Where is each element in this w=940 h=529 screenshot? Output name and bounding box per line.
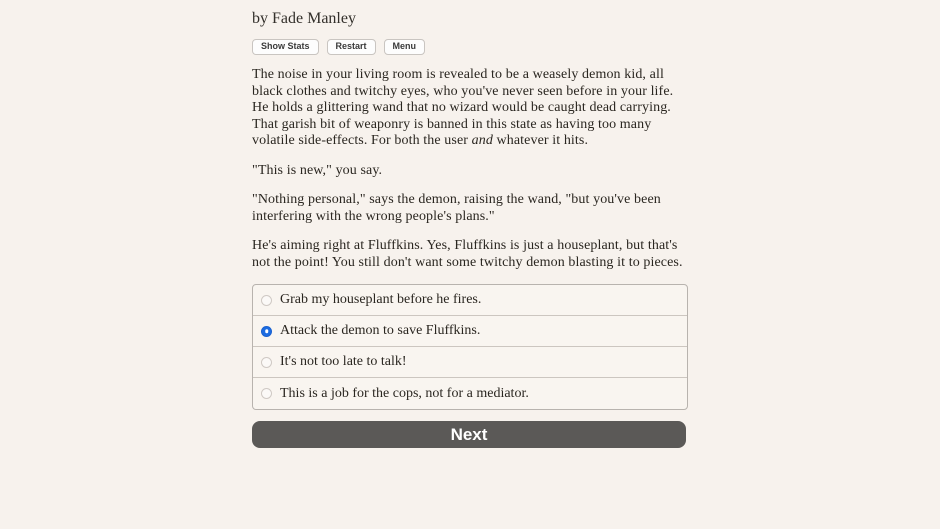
game-content <box>252 0 688 448</box>
story-paragraph-1-end: whatever it hits. <box>492 133 589 148</box>
choice-option-4[interactable] <box>253 378 687 409</box>
story-paragraph <box>252 67 688 150</box>
story-paragraph: "Nothing personal," says the demon, raising the wand, "but you've been interfering with the wrong people's plans." <box>252 192 661 224</box>
radio-button-icon[interactable] <box>261 357 272 368</box>
radio-button-icon[interactable] <box>261 388 272 399</box>
next-button[interactable]: Next <box>252 421 686 448</box>
author-byline: by Fade Manley <box>252 10 356 27</box>
choice-option-label: It's not too late to talk! <box>280 354 407 369</box>
story-text <box>252 67 688 271</box>
radio-button-icon[interactable] <box>261 295 272 306</box>
show-stats-button[interactable]: Show Stats <box>252 39 319 55</box>
radio-button-icon[interactable] <box>261 326 272 337</box>
choice-option-label: Attack the demon to save Fluffkins. <box>280 323 481 338</box>
menu-button[interactable]: Menu <box>384 39 426 55</box>
restart-button[interactable]: Restart <box>327 39 376 55</box>
choice-list <box>252 284 688 410</box>
story-paragraph-1-text: The noise in your living room is revealed to be a weasely demon kid, all black clothes and twitchy eyes, who you've never seen before in your life. He holds a glittering wand that no wizard would be caught dead carrying. That garish bit of weaponry is banned in this state as having too many volatile side-effects. For both the user <box>252 67 674 148</box>
choice-option-3[interactable] <box>253 347 687 378</box>
story-paragraph-1-italic: and <box>471 133 493 148</box>
story-paragraph: "This is new," you say. <box>252 162 383 178</box>
choice-option-label: Grab my houseplant before he fires. <box>280 292 482 307</box>
choice-option-1[interactable] <box>253 285 687 316</box>
story-paragraph: He's aiming right at Fluffkins. Yes, Fluffkins is just a houseplant, but that's not the point! You still don't want some twitchy demon blasting it to pieces. <box>252 238 683 270</box>
choice-option-2[interactable] <box>253 316 687 347</box>
game-toolbar <box>252 39 688 55</box>
choice-option-label: This is a job for the cops, not for a mediator. <box>280 385 529 401</box>
